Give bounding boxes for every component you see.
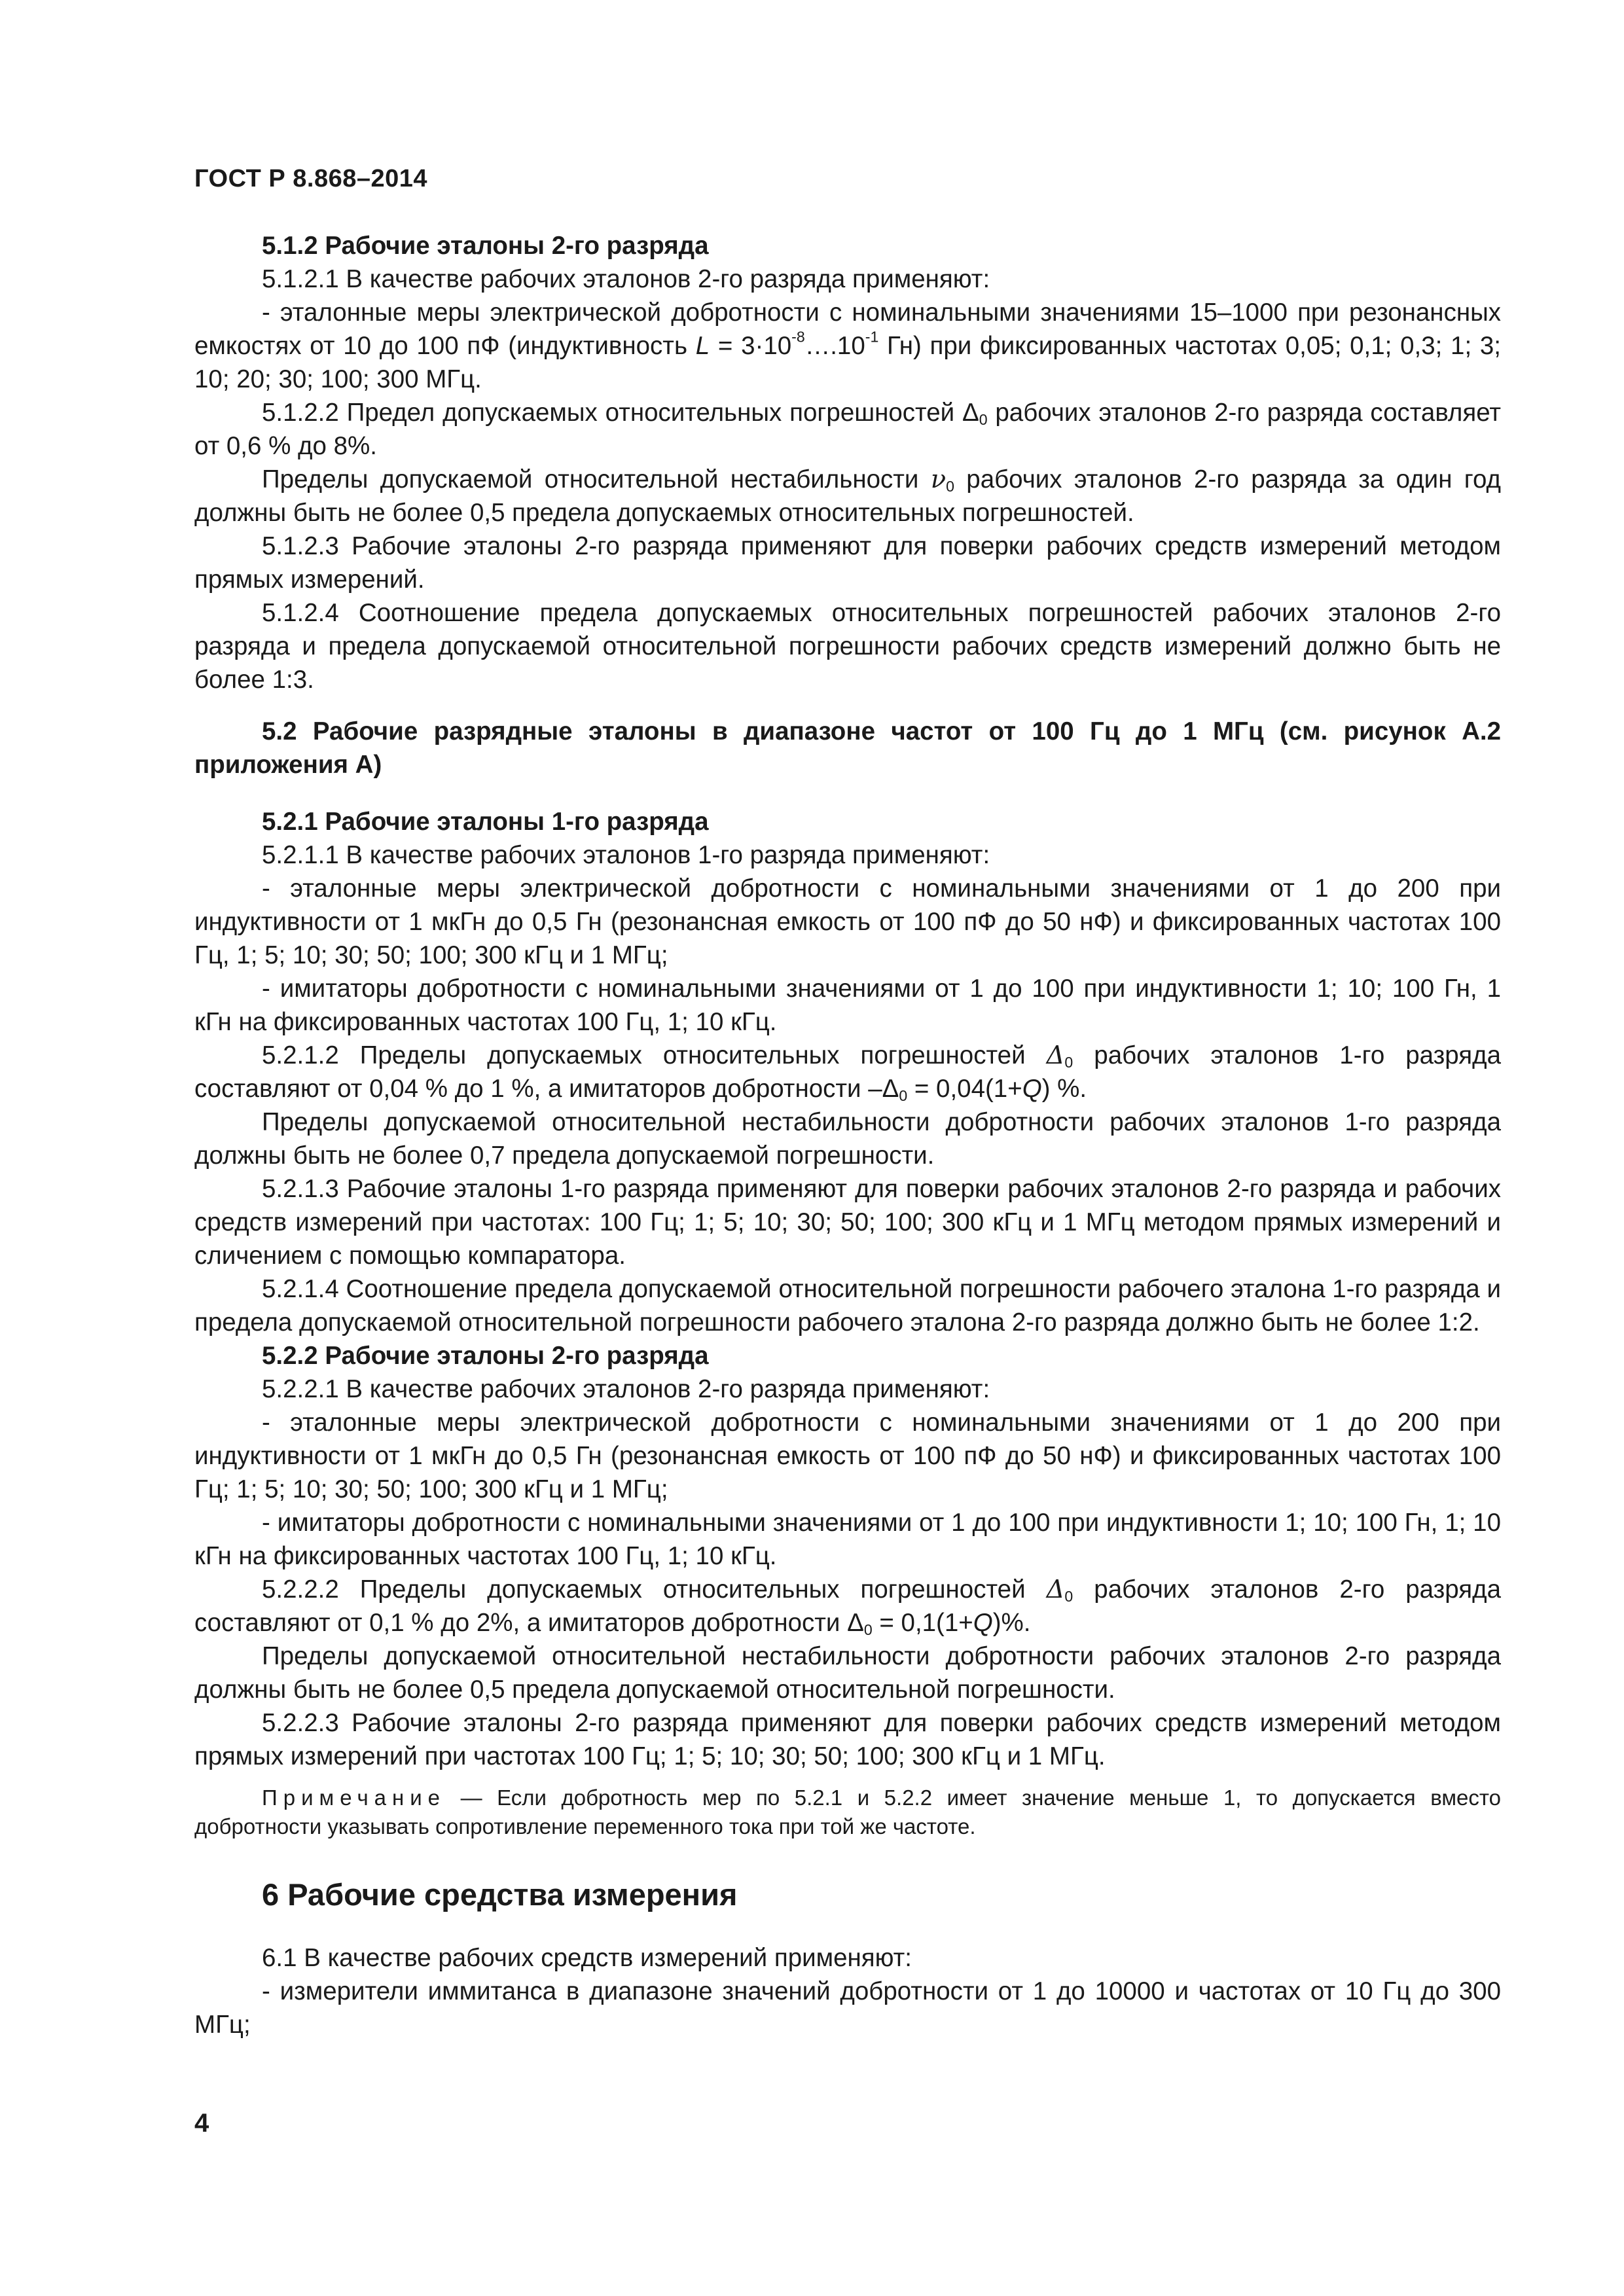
note-label: Примечание — [262, 1785, 446, 1810]
heading-5-1-2: 5.1.2 Рабочие эталоны 2-го разряда — [262, 232, 709, 260]
text-run: 5.2.2.2 Пределы допускаемых относительных погрешностей — [262, 1575, 1047, 1604]
paragraph-5-1-2-4: 5.1.2.4 Соотношение предела допускаемых относительных погрешностей рабочих эталонов 2-го разряда и предела допускаемой относительной погрешности рабочих средств измерений должно быть не более 1:3. — [194, 599, 1501, 694]
paragraph-instability-1: Пределы допускаемой относительной нестабильности добротности рабочих эталонов 1-го разряда должны быть не более 0,7 предела допускаемой погрешности. — [194, 1108, 1501, 1170]
text-run: = 0,1(1+ — [872, 1609, 973, 1637]
page-number: 4 — [194, 2109, 209, 2138]
text-run: = 0,04(1+ — [907, 1075, 1022, 1103]
subscript: 0 — [1064, 1053, 1074, 1071]
paragraph-5-2-1-1-item2: - имитаторы добротности с номинальными значениями от 1 до 100 при индуктивности 1; 10; 100 Гн, 1 кГн на фиксированных частотах 100 Гц, 1; 10 кГц. — [194, 975, 1501, 1036]
text-run: ….10 — [804, 332, 865, 360]
text-run: рабочих эталонов 2-го разряда составляет от 0,6 % до 8%. — [194, 399, 1501, 460]
text-run: - эталонные меры электрической добротности с номинальными значениями 15–1000 при резонансных емкостях от 10 до 100 пФ (индуктивность — [194, 298, 1501, 360]
subscript: 0 — [863, 1621, 873, 1638]
paragraph-5-2-1-3: 5.2.1.3 Рабочие эталоны 1-го разряда применяют для поверки рабочих эталонов 2-го разряда и рабочих средств измерений при частотах: 100 Гц; 1; 5; 10; 30; 50; 100; 300 кГц и 1 МГц методом прямых измерений и сличением с помощью компаратора. — [194, 1175, 1501, 1270]
heading-5-2-2: 5.2.2 Рабочие эталоны 2-го разряда — [262, 1342, 709, 1370]
superscript: -1 — [865, 328, 879, 346]
subscript: 0 — [946, 477, 954, 495]
symbol-nu: ν — [930, 465, 947, 494]
paragraph-5-2-1-1: 5.2.1.1 В качестве рабочих эталонов 1-го разряда применяют: — [262, 841, 990, 869]
paragraph-5-2-2-1-item1: - эталонные меры электрической добротности с номинальными значениями от 1 до 200 при индуктивности от 1 мкГн до 0,5 Гн (резонансная емкость от 100 пФ до 50 нФ) и фиксированных частотах 100 Гц; 1; 5; 10; 30; 50; 100; 300 кГц и 1 МГц; — [194, 1408, 1501, 1503]
paragraph-5-2-2-3: 5.2.2.3 Рабочие эталоны 2-го разряда применяют для поверки рабочих средств измерений методом прямых измерений при частотах 100 Гц; 1; 5; 10; 30; 50; 100; 300 кГц и 1 МГц. — [194, 1709, 1501, 1770]
symbol-delta: Δ — [1046, 1575, 1065, 1604]
text-run: рабочих эталонов 1-го разряда составляют от 0,04 % до 1 %, а имитаторов добротности –Δ — [194, 1041, 1501, 1103]
section-6-title: 6 Рабочие средства измерения — [262, 1877, 738, 1912]
text-run: 5.1.2.2 Предел допускаемых относительных погрешностей Δ — [262, 399, 979, 427]
paragraph-5-2-2-2 — [194, 1573, 1501, 1640]
note — [194, 1784, 1501, 1841]
paragraph-6-1: 6.1 В качестве рабочих средств измерений применяют: — [262, 1944, 912, 1972]
text-run: ) %. — [1041, 1075, 1087, 1103]
subscript: 0 — [899, 1086, 908, 1104]
symbol-delta: Δ — [1046, 1041, 1065, 1070]
document-header: ГОСТ Р 8.868–2014 — [194, 165, 428, 192]
paragraph-5-2-2-1-item2: - имитаторы добротности с номинальными значениями от 1 до 100 при индуктивности 1; 10; 100 Гн, 1; 10 кГн на фиксированных частотах 100 Гц, 1; 10 кГц. — [194, 1509, 1501, 1570]
paragraph-5-1-2-2 — [194, 396, 1501, 463]
text-run: Пределы допускаемой относительной нестабильности — [262, 465, 931, 493]
subscript: 0 — [1064, 1587, 1074, 1605]
heading-5-2-1: 5.2.1 Рабочие эталоны 1-го разряда — [262, 808, 709, 836]
document-body — [194, 229, 1501, 2041]
paragraph-instability — [194, 463, 1501, 529]
text-run: рабочих эталонов 2-го разряда за один год должны быть не более 0,5 предела допускаемых относительных погрешностей. — [194, 465, 1501, 527]
paragraph-instability-2: Пределы допускаемой относительной нестабильности добротности рабочих эталонов 2-го разряда должны быть не более 0,5 предела допускаемой относительной погрешности. — [194, 1642, 1501, 1704]
symbol-Q: Q — [1022, 1075, 1042, 1103]
text-run: = 3·10 — [710, 332, 792, 360]
note-text: — Если добротность мер по 5.2.1 и 5.2.2 имеет значение меньше 1, то допускается вместо добротности указывать сопротивление переменного тока при той же частоте. — [194, 1785, 1501, 1839]
paragraph-5-1-2-1: 5.1.2.1 В качестве рабочих эталонов 2-го разряда применяют: — [262, 265, 990, 293]
superscript: -8 — [791, 328, 805, 346]
paragraph-5-2-2-1: 5.2.2.1 В качестве рабочих эталонов 2-го разряда применяют: — [262, 1375, 990, 1403]
paragraph-5-2-1-4: 5.2.1.4 Соотношение предела допускаемой относительной погрешности рабочего эталона 1-го разряда и предела допускаемой относительной погрешности рабочего эталона 2-го разряда должно быть не более 1:2. — [194, 1275, 1501, 1336]
symbol-L: L — [695, 332, 710, 360]
paragraph-5-2-1-2 — [194, 1039, 1501, 1105]
symbol-Q: Q — [973, 1609, 993, 1637]
heading-5-2: 5.2 Рабочие разрядные эталоны в диапазоне частот от 100 Гц до 1 МГц (см. рисунок А.2 приложения А) — [194, 717, 1501, 779]
paragraph-6-1-item1: - измерители иммитанса в диапазоне значений добротности от 1 до 10000 и частотах от 10 Гц до 300 МГц; — [194, 1977, 1501, 2039]
subscript: 0 — [979, 410, 988, 428]
paragraph-5-1-2-3: 5.1.2.3 Рабочие эталоны 2-го разряда применяют для поверки рабочих средств измерений методом прямых измерений. — [194, 532, 1501, 594]
text-run: Гн) при фиксированных частотах 0,05; 0,1; 0,3; 1; 3; 10; 20; 30; 100; 300 МГц. — [194, 332, 1501, 393]
paragraph-5-1-2-1-item — [194, 296, 1501, 396]
paragraph-5-2-1-1-item1: - эталонные меры электрической добротности с номинальными значениями от 1 до 200 при индуктивности от 1 мкГн до 0,5 Гн (резонансная емкость от 100 пФ до 50 нФ) и фиксированных частотах 100 Гц, 1; 5; 10; 30; 50; 100; 300 кГц и 1 МГц; — [194, 874, 1501, 969]
text-run: 5.2.1.2 Пределы допускаемых относительных погрешностей — [262, 1041, 1047, 1069]
text-run: рабочих эталонов 2-го разряда составляют от 0,1 % до 2%, а имитаторов добротности Δ — [194, 1575, 1501, 1637]
text-run: )%. — [992, 1609, 1031, 1637]
